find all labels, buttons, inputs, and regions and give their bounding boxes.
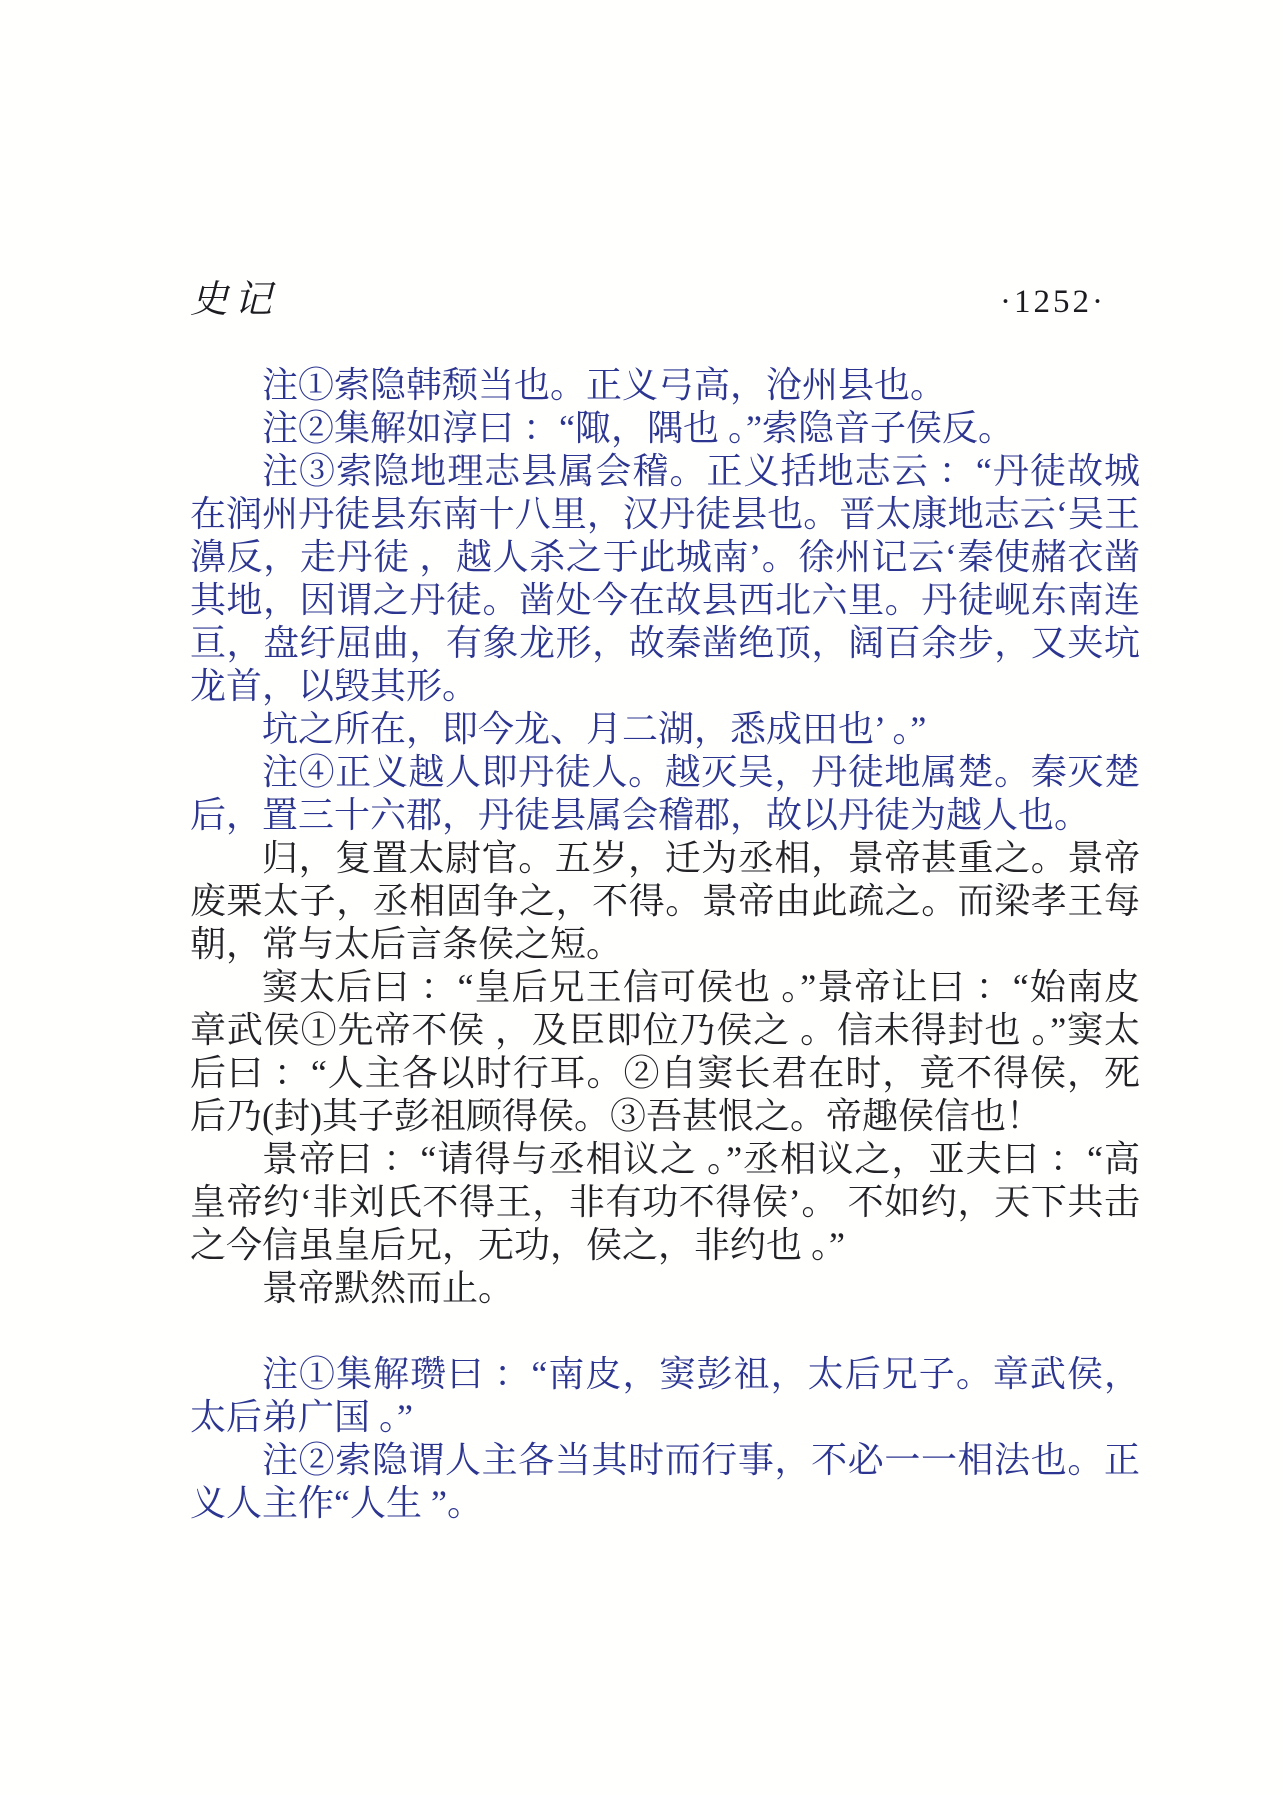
note-paragraph-3: 注③索隐地理志县属会稽。正义括地志云 ：“丹徒故城在润州丹徒县东南十八里，汉丹徒县也。晋太康地志云‘吴王濞反，走丹徒 ，越人杀之于此城南’。徐州记云‘秦使赭衣凿其地，因谓之丹徒。凿处今在故县西北六里。丹徒岘东南连亘，盘纡屈曲，有象龙形，故秦凿绝顶，阔百余步，又夹坑龙首，以毁其形。 <box>190 451 1140 706</box>
main-paragraph-4: 景帝默然而止。 <box>262 1268 515 1308</box>
note-paragraph-1: 注①索隐韩颓当也。正义弓高，沧州县也。 <box>262 365 947 405</box>
footnote-paragraph-2: 注②索隐谓人主各当其时而行事，不必一一相法也。正义人主作“人生 ”。 <box>190 1440 1140 1523</box>
note-paragraph-2: 注②集解如淳曰 ：“陬，隅也 。”索隐音子侯反。 <box>262 408 1014 448</box>
page-body <box>190 364 1140 1525</box>
page-header <box>190 268 1140 321</box>
page-number: ·1252· <box>1000 284 1106 320</box>
book-title: 史记 <box>190 279 279 321</box>
footnote-paragraph-1: 注①集解瓒曰 ：“南皮，窦彭祖，太后兄子。章武侯，太后弟广国 。” <box>190 1354 1140 1437</box>
note-paragraph-3-continued: 坑之所在，即今龙、月二湖，悉成田也’ 。” <box>262 709 927 749</box>
note-paragraph-4: 注④正义越人即丹徒人。越灭吴，丹徒地属楚。秦灭楚后，置三十六郡，丹徒县属会稽郡，故以丹徒为越人也。 <box>190 752 1140 835</box>
main-paragraph-2: 窦太后曰 ：“皇后兄王信可侯也 。”景帝让曰 ：“始南皮章武侯①先帝不侯 ，及臣即位乃侯之 。信未得封也 。”窦太后曰 ：“人主各以时行耳。②自窦长君在时，竟不得侯，死后乃(封)其子彭祖顾得侯。③吾甚恨之。帝趣侯信也！ <box>190 967 1140 1136</box>
main-paragraph-3: 景帝曰 ：“请得与丞相议之 。”丞相议之，亚夫曰 ：“高皇帝约‘非刘氏不得王，非有功不得侯’。 不如约，天下共击之今信虽皇后兄，无功，侯之，非约也 。” <box>190 1139 1140 1265</box>
main-paragraph-1: 归，复置太尉官。五岁，迁为丞相，景帝甚重之。景帝废栗太子，丞相固争之，不得。景帝由此疏之。而梁孝王每朝，常与太后言条侯之短。 <box>190 838 1140 964</box>
